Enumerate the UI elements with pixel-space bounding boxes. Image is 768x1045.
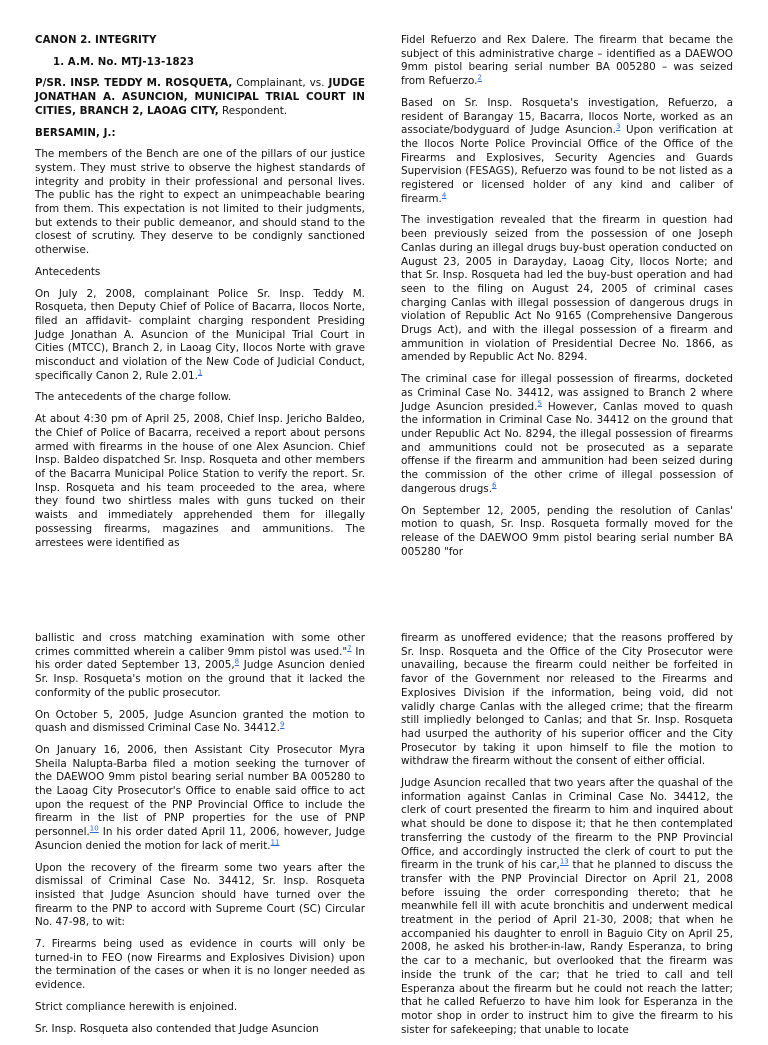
paragraph-text: On October 5, 2005, Judge Asuncion granted the motion to quash and dismissed Criminal Case No. 34412. bbox=[35, 708, 365, 735]
paragraph bbox=[35, 744, 365, 854]
footnote-link[interactable]: 6 bbox=[492, 481, 497, 490]
paragraph bbox=[401, 34, 733, 89]
respondent-role: Respondent. bbox=[218, 104, 288, 117]
paragraph: The investigation revealed that the firearm in question had been previously seized from the possession of one Joseph Canlas during an illegal drugs buy-bust operation conducted on August 23, 2005 in Darayday, Laoag City, Ilocos Norte; and that Sr. Insp. Rosqueta had led the buy-bust operation and had seen to the filing on August 24, 2005 of criminal cases charging Canlas with illegal possession of dangerous drugs in violation of Republic Act No 9165 (Comprehensive Dangerous Drugs Act), and with the illegal possession of a firearm and ammunition in violation of Presidential Decree No. 1866, as amended by Republic Act No. 8294. bbox=[401, 214, 733, 364]
page1-left-column bbox=[35, 34, 365, 558]
footnote-link[interactable]: 13 bbox=[559, 857, 569, 866]
paragraph-text: Judge Asuncion denied Sr. Insp. Rosqueta's motion on the ground that it lacked the conformity of the public prosecutor. bbox=[35, 659, 365, 699]
paragraph bbox=[35, 632, 365, 701]
footnote-link[interactable]: 7 bbox=[347, 644, 352, 653]
paragraph-text: However, Canlas moved to quash the information in Criminal Case No. 34412 on the ground that under Republic Act No. 8294, the illegal possession of firearms and ammunitions could not be prosecuted as a separate offense if the firearm and ammunition had been seized during the commission of the other crime of illegal possession of dangerous drugs. bbox=[401, 400, 734, 495]
paragraph-text: Upon verification at the Ilocos Norte Police Provincial Office of the Office of the Firearms and Explosives, Security Agencies and Guards Supervision (FESAGS), Refuerzo was found to be not listed as a registered or licensed holder of any kind and caliber of firearm. bbox=[401, 124, 733, 205]
paragraph: Sr. Insp. Rosqueta also contended that Judge Asuncion bbox=[35, 1022, 319, 1035]
paragraph-text: On July 2, 2008, complainant Police Sr. Insp. Teddy M. Rosqueta, then Deputy Chief of Police of Bacarra, Ilocos Norte, filed an affidavit- complaint charging respondent Presiding Judge Jonathan A. Asuncion of the Municipal Trial Court in Cities (MTCC), Branch 2, in Laoag City, Ilocos Norte with grave misconduct and violation of the New Code of Judicial Conduct, specifically Canon 2, Rule 2.01. bbox=[35, 287, 365, 382]
paragraph: firearm as unoffered evidence; that the reasons proffered by Sr. Insp. Rosqueta and the Office of the City Prosecutor were unavailing, because the firearm could neither be forfeited in favor of the Government nor released to the Firearms and Explosives Division if the information, being void, did not validly charge Canlas with the alleged crime; that the firearm still impliedly belonged to Canlas; and that Sr. Insp. Rosqueta had usurped the authority of his superior officer and the City Prosecutor by taking it upon himself to file the motion to withdraw the firearm without the consent of either official. bbox=[401, 632, 733, 768]
page2-right-column bbox=[401, 632, 733, 1045]
paragraph: On September 12, 2005, pending the resolution of Canlas' motion to quash, Sr. Insp. Rosqueta formally moved for the release of the DAEWOO 9mm pistol bearing serial number BA 005280 "for bbox=[401, 504, 733, 558]
paragraph-text: In his order dated April 11, 2006, however, Judge Asuncion denied the motion for lack of merit. bbox=[35, 826, 365, 852]
page2-left-column bbox=[35, 632, 365, 1044]
paragraph bbox=[401, 97, 733, 207]
paragraph-text: The criminal case for illegal possession of firearms, docketed as Criminal Case No. 34412, was assigned to Branch 2 where Judge Asuncion presided. bbox=[401, 373, 733, 413]
paragraph bbox=[401, 777, 733, 1037]
paragraph bbox=[35, 709, 365, 736]
footnote-link[interactable]: 5 bbox=[537, 399, 542, 408]
complainant-role: Complainant, vs. bbox=[232, 77, 329, 90]
paragraph bbox=[35, 288, 365, 384]
section-heading: CANON 2. INTEGRITY bbox=[35, 35, 157, 46]
quoted-provision: 7. Firearms being used as evidence in courts will only be turned-in to FEO (now Firearms and Explosives Division) upon the termination of the cases or when it is no longer needed as evidence. bbox=[35, 938, 365, 992]
respondent-name: JUDGE JONATHAN A. ASUNCION, MUNICIPAL TRIAL COURT IN CITIES, BRANCH 2, LAOAG CITY, bbox=[35, 77, 365, 117]
paragraph: Strict compliance herewith is enjoined. bbox=[35, 1000, 238, 1013]
paragraph-text: Based on Sr. Insp. Rosqueta's investigation, Refuerzo, a resident of Barangay 15, Bacarra, Ilocos Norte, worked as an associate/bodyguard of Judge Asuncion. bbox=[401, 96, 733, 137]
case-parties bbox=[35, 77, 365, 118]
paragraph-text: Fidel Refuerzo and Rex Dalere. The firearm that became the subject of this administrative charge – identified as a DAEWOO 9mm pistol bearing serial number BA 005280 – was seized from Refuerzo. bbox=[401, 34, 733, 88]
footnote-link[interactable]: 2 bbox=[477, 73, 482, 82]
footnote-link[interactable]: 11 bbox=[270, 838, 280, 847]
footnote-link[interactable]: 10 bbox=[89, 824, 99, 833]
paragraph: The antecedents of the charge follow. bbox=[35, 391, 232, 404]
paragraph-text: Judge Asuncion recalled that two years after the quashal of the information against Canlas in Criminal Case No. 34412, the clerk of court presented the firearm to him and inquired about what should be done to dispose it; that he then contemplated transferring the custody of the firearm to the PNP Provincial Office, and accordingly instructed the clerk of court to put the firearm in the trunk of his car, bbox=[401, 777, 733, 872]
paragraph: Upon the recovery of the firearm some two years after the dismissal of Criminal Case No. 34412, Sr. Insp. Rosqueta insisted that Judge Asuncion should have turned over the firearm to the PNP to accord with Supreme Court (SC) Circular No. 47-98, to wit: bbox=[35, 861, 365, 929]
footnote-link[interactable]: 3 bbox=[615, 122, 621, 131]
footnote-link[interactable]: 4 bbox=[441, 191, 447, 200]
paragraph-text: that he planned to discuss the transfer with the PNP Provincial Director on April 21, 2008 before issuing the order corresponding thereto; that he meanwhile fell ill with acute bronchitis and underwent medical treatment in the period of April 21-30, 2008; that when he accompanied his daughter to enroll in Baguio City on April 25, 2008, he asked his brother-in-law, Randy Esperanza, to bring the car to a mechanic, but overlooked that the firearm was inside the trunk of the car; that he tried to call and tell Esperanza about the firearm but he could not reach the latter; that he called Refuerzo to have him look for Esperanza in the motor shop in order to instruct him to give the firearm to his sister for safekeeping; that unable to locate bbox=[401, 859, 733, 1036]
footnote-link[interactable]: 8 bbox=[234, 657, 240, 666]
paragraph: At about 4:30 pm of April 25, 2008, Chief Insp. Jericho Baldeo, the Chief of Police of Bacarra, received a report about persons armed with firearms in the house of one Alex Asuncion. Chief Insp. Baldeo dispatched Sr. Insp. Rosqueta and other members of the Bacarra Municipal Police Station to verify the report. Sr. Insp. Rosqueta and his team proceeded to the area, where they found two shirtless males with guns tucked on their waists and immediately apprehended them for illegally possessing firearms, magazines and ammunitions. The arrestees were identified as bbox=[35, 413, 365, 549]
page1-right-column bbox=[401, 34, 733, 567]
intro-paragraph: The members of the Bench are one of the pillars of our justice system. They must strive to observe the highest standards of integrity and probity in their professional and personal lives. The public has the right to expect an unimpeachable bearing from them. This expectation is not limited to their judgments, but extends to their public demeanor, and should stand to the closest of scrutiny. They deserve to be condignly sanctioned otherwise. bbox=[35, 148, 365, 257]
complainant-name: P/SR. INSP. TEDDY M. ROSQUETA, bbox=[35, 77, 233, 90]
footnote-link[interactable]: 9 bbox=[279, 720, 285, 729]
case-number: 1. A.M. No. MTJ-13-1823 bbox=[53, 56, 195, 68]
paragraph-text: On January 16, 2006, then Assistant City Prosecutor Myra Sheila Nalupta-Barba filed a motion seeking the turnover of the DAEWOO 9mm pistol bearing serial number BA 005280 to the Laoag City Prosecutor's Office to enable said office to act upon the request of the PNP Provincial Office to include the firearm in the list of PNP properties for the use of PNP personnel. bbox=[35, 743, 365, 839]
antecedents-title: Antecedents bbox=[35, 265, 101, 278]
ponente: BERSAMIN, J.: bbox=[35, 127, 116, 139]
paragraph bbox=[401, 373, 733, 496]
page-separator bbox=[0, 590, 768, 622]
paragraph-text: In his order dated September 13, 2005, bbox=[35, 645, 366, 672]
document-page-2 bbox=[0, 622, 768, 1036]
footnote-link[interactable]: 1 bbox=[197, 368, 203, 377]
paragraph-text: ballistic and cross matching examination with some other crimes committed wherein a caliber 9mm pistol was used." bbox=[35, 632, 365, 658]
